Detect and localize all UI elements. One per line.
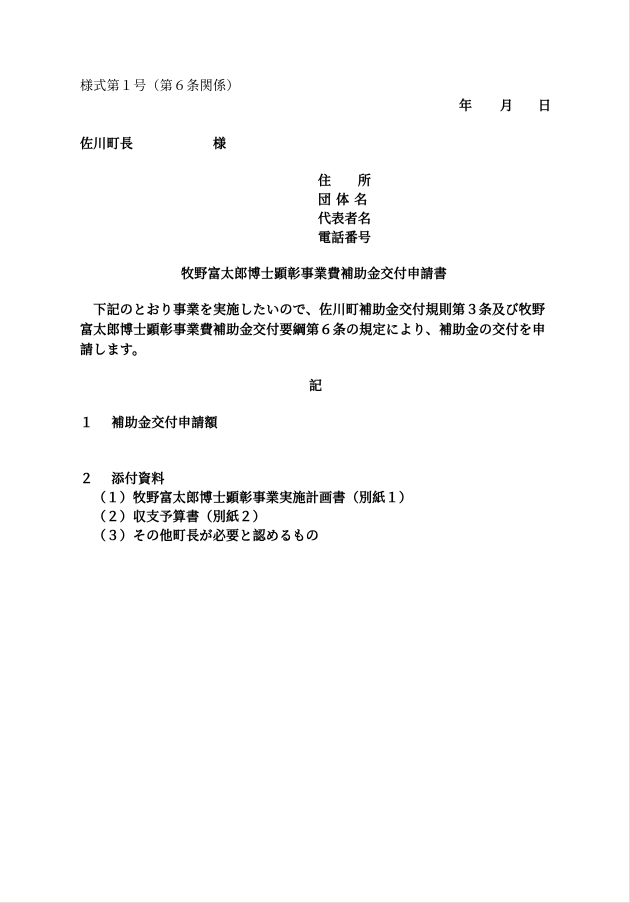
organization-label: 団 体 名 xyxy=(318,193,368,208)
form-number: 様式第１号（第６条関係） xyxy=(80,79,240,94)
address-label: 住 所 xyxy=(318,174,372,189)
body-line-1: 下記のとおり事業を実施したいので、佐川町補助金交付規則第３条及び牧野 xyxy=(80,303,546,318)
date-month: 月 xyxy=(500,99,514,114)
attachment-item-1: （１）牧野富太郎博士顕彰事業実施計画書（別紙１） xyxy=(93,491,413,506)
addressee-honorific: 様 xyxy=(213,137,227,152)
body-line-2: 富太郎博士顕彰事業費補助金交付要綱第６条の規定により、補助金の交付を申 xyxy=(80,323,546,338)
body-line-3: 請します。 xyxy=(80,343,146,358)
section-1-heading: １ 補助金交付申請額 xyxy=(80,416,218,431)
section-2-heading: ２ 添付資料 xyxy=(80,472,165,487)
attachment-item-3: （３）その他町長が必要と認めるもの xyxy=(93,529,320,544)
note-heading: 記 xyxy=(309,379,323,394)
attachment-item-2: （２）収支予算書（別紙２） xyxy=(93,510,266,525)
date-day: 日 xyxy=(538,99,552,114)
date-year: 年 xyxy=(459,99,473,114)
phone-label: 電話番号 xyxy=(318,231,372,246)
document-title: 牧野富太郎博士顕彰事業費補助金交付申請書 xyxy=(181,267,448,282)
representative-label: 代表者名 xyxy=(318,212,372,227)
addressee-name: 佐川町長 xyxy=(80,137,134,152)
